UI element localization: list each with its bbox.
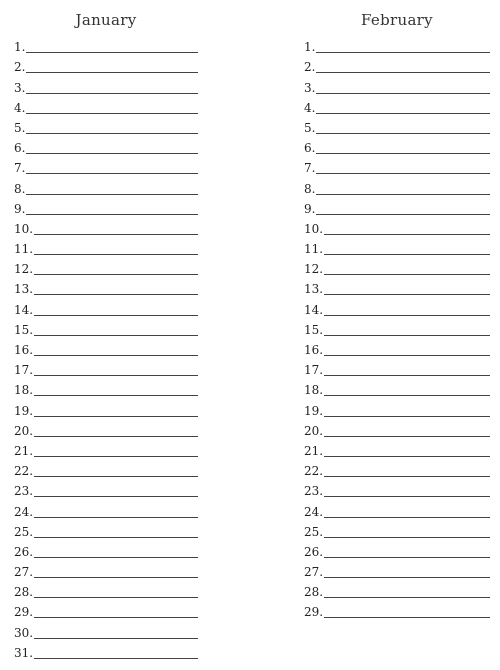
day-number: 31.	[14, 645, 34, 660]
writing-line	[34, 516, 198, 518]
day-entry-feb-28	[304, 580, 490, 600]
writing-line	[324, 394, 490, 396]
day-entry-feb-27	[304, 560, 490, 580]
day-number: 14.	[304, 302, 324, 317]
day-entry-jan-29	[14, 600, 198, 620]
day-number: 15.	[14, 322, 34, 337]
day-entry-jan-30	[14, 620, 198, 640]
writing-line	[34, 233, 198, 235]
writing-line	[34, 616, 198, 618]
writing-line	[324, 516, 490, 518]
day-entry-jan-17	[14, 358, 198, 378]
day-number: 12.	[304, 262, 324, 277]
writing-line	[324, 616, 490, 618]
day-entry-feb-2	[304, 55, 490, 75]
writing-line	[26, 172, 198, 174]
day-number: 19.	[14, 403, 34, 418]
day-entry-feb-16	[304, 338, 490, 358]
writing-line	[34, 657, 198, 659]
day-number: 18.	[14, 383, 34, 398]
day-number: 18.	[304, 383, 324, 398]
writing-line	[324, 435, 490, 437]
writing-line	[34, 314, 198, 316]
day-number: 2.	[14, 60, 26, 75]
writing-line	[34, 334, 198, 336]
writing-line	[324, 576, 490, 578]
day-number: 7.	[14, 161, 26, 176]
day-entry-feb-13	[304, 277, 490, 297]
writing-line	[34, 253, 198, 255]
day-number: 22.	[304, 464, 324, 479]
day-entry-jan-28	[14, 580, 198, 600]
day-number: 27.	[14, 565, 34, 580]
writing-line	[26, 193, 198, 195]
day-number: 20.	[14, 423, 34, 438]
day-entry-jan-14	[14, 297, 198, 317]
day-number: 2.	[304, 60, 316, 75]
day-entry-feb-12	[304, 257, 490, 277]
day-number: 1.	[14, 40, 26, 55]
day-number: 30.	[14, 625, 34, 640]
day-number: 23.	[14, 484, 34, 499]
day-number: 5.	[304, 120, 316, 135]
writing-line	[316, 132, 490, 134]
day-entry-feb-19	[304, 398, 490, 418]
day-number: 3.	[304, 80, 316, 95]
writing-line	[324, 415, 490, 417]
day-entry-jan-10	[14, 217, 198, 237]
day-number: 12.	[14, 262, 34, 277]
day-entry-jan-25	[14, 520, 198, 540]
day-entry-feb-8	[304, 176, 490, 196]
day-entry-feb-29	[304, 600, 490, 620]
day-entry-feb-26	[304, 540, 490, 560]
writing-line	[34, 273, 198, 275]
day-entry-feb-6	[304, 136, 490, 156]
day-number: 13.	[304, 282, 324, 297]
writing-line	[316, 193, 490, 195]
day-number: 6.	[14, 141, 26, 156]
day-number: 24.	[14, 504, 34, 519]
day-entry-jan-27	[14, 560, 198, 580]
writing-line	[316, 51, 490, 53]
day-entry-jan-18	[14, 378, 198, 398]
day-entry-feb-20	[304, 419, 490, 439]
writing-line	[34, 596, 198, 598]
day-number: 23.	[304, 484, 324, 499]
day-number: 25.	[304, 524, 324, 539]
day-number: 28.	[14, 585, 34, 600]
day-entry-jan-24	[14, 499, 198, 519]
day-number: 10.	[304, 221, 324, 236]
day-entry-jan-11	[14, 237, 198, 257]
writing-line	[34, 536, 198, 538]
day-number: 24.	[304, 504, 324, 519]
day-entry-jan-13	[14, 277, 198, 297]
day-entry-jan-9	[14, 197, 198, 217]
writing-line	[324, 475, 490, 477]
writing-line	[34, 637, 198, 639]
day-number: 16.	[14, 343, 34, 357]
writing-line	[324, 233, 490, 235]
day-number: 14.	[14, 302, 34, 317]
day-entry-jan-6	[14, 136, 198, 156]
day-entry-jan-21	[14, 439, 198, 459]
writing-line	[324, 253, 490, 255]
writing-line	[34, 455, 198, 457]
day-number: 10.	[14, 221, 34, 236]
writing-line	[26, 112, 198, 114]
writing-line	[34, 293, 198, 295]
day-number: 11.	[304, 242, 324, 257]
day-number: 4.	[304, 100, 316, 115]
day-entry-feb-9	[304, 197, 490, 217]
writing-line	[34, 394, 198, 396]
day-entry-feb-7	[304, 156, 490, 176]
day-number: 19.	[304, 403, 324, 418]
day-number: 25.	[14, 524, 34, 539]
day-number: 15.	[304, 322, 324, 337]
month-title-february: February	[361, 11, 433, 29]
writing-line	[324, 495, 490, 497]
day-number: 26.	[304, 544, 324, 559]
writing-line	[324, 354, 490, 356]
day-entry-feb-4	[304, 96, 490, 116]
writing-line	[26, 71, 198, 73]
day-entry-feb-5	[304, 116, 490, 136]
writing-line	[26, 132, 198, 134]
day-list-february	[304, 35, 490, 620]
writing-line	[324, 314, 490, 316]
writing-line	[316, 213, 490, 215]
writing-line	[26, 152, 198, 154]
writing-line	[324, 536, 490, 538]
day-number: 5.	[14, 120, 26, 135]
day-entry-feb-25	[304, 520, 490, 540]
month-column-february	[304, 10, 490, 620]
day-number: 8.	[304, 181, 316, 196]
writing-line	[26, 51, 198, 53]
day-entry-jan-3	[14, 75, 198, 95]
day-entry-jan-4	[14, 96, 198, 116]
writing-line	[324, 293, 490, 295]
day-number: 6.	[304, 141, 316, 156]
day-entry-feb-22	[304, 459, 490, 479]
writing-line	[34, 576, 198, 578]
writing-line	[34, 374, 198, 376]
day-number: 1.	[304, 40, 316, 55]
day-number: 29.	[14, 605, 34, 620]
writing-line	[324, 596, 490, 598]
day-entry-jan-23	[14, 479, 198, 499]
day-number: 11.	[14, 242, 34, 257]
day-number: 21.	[14, 443, 34, 458]
month-title-january: January	[75, 11, 137, 29]
day-entry-jan-5	[14, 116, 198, 136]
day-list-january	[14, 35, 198, 661]
day-entry-jan-16	[14, 338, 198, 358]
writing-line	[316, 112, 490, 114]
day-entry-jan-31	[14, 641, 198, 661]
day-entry-jan-1	[14, 35, 198, 55]
day-number: 9.	[14, 201, 26, 216]
day-entry-feb-3	[304, 75, 490, 95]
day-entry-feb-15	[304, 318, 490, 338]
writing-line	[316, 152, 490, 154]
month-column-january	[14, 10, 198, 661]
day-number: 28.	[304, 585, 324, 600]
day-entry-jan-20	[14, 419, 198, 439]
writing-line	[34, 475, 198, 477]
day-entry-jan-2	[14, 55, 198, 75]
day-number: 21.	[304, 443, 324, 458]
writing-line	[34, 415, 198, 417]
writing-line	[316, 92, 490, 94]
day-entry-feb-23	[304, 479, 490, 499]
day-number: 3.	[14, 80, 26, 95]
day-entry-feb-17	[304, 358, 490, 378]
day-number: 17.	[304, 363, 324, 378]
day-number: 9.	[304, 201, 316, 216]
day-entry-jan-22	[14, 459, 198, 479]
day-entry-feb-14	[304, 297, 490, 317]
writing-line	[316, 71, 490, 73]
writing-line	[34, 435, 198, 437]
writing-line	[34, 556, 198, 558]
day-number: 27.	[304, 565, 324, 580]
day-number: 22.	[14, 464, 34, 479]
day-number: 13.	[14, 282, 34, 297]
day-entry-jan-7	[14, 156, 198, 176]
day-entry-jan-26	[14, 540, 198, 560]
day-entry-jan-8	[14, 176, 198, 196]
writing-line	[324, 455, 490, 457]
day-entry-feb-10	[304, 217, 490, 237]
writing-line	[34, 495, 198, 497]
day-entry-feb-18	[304, 378, 490, 398]
day-entry-jan-19	[14, 398, 198, 418]
writing-line	[316, 172, 490, 174]
day-number: 16.	[304, 343, 324, 357]
writing-line	[324, 374, 490, 376]
day-number: 17.	[14, 363, 34, 378]
day-entry-feb-1	[304, 35, 490, 55]
writing-line	[324, 273, 490, 275]
writing-line	[34, 354, 198, 356]
day-entry-feb-24	[304, 499, 490, 519]
writing-line	[324, 334, 490, 336]
writing-line	[26, 92, 198, 94]
writing-line	[324, 556, 490, 558]
writing-line	[26, 213, 198, 215]
day-number: 29.	[304, 605, 324, 620]
day-number: 20.	[304, 423, 324, 438]
day-entry-jan-15	[14, 318, 198, 338]
day-entry-feb-11	[304, 237, 490, 257]
day-number: 4.	[14, 100, 26, 115]
day-entry-feb-21	[304, 439, 490, 459]
day-number: 26.	[14, 544, 34, 559]
day-number: 7.	[304, 161, 316, 176]
day-entry-jan-12	[14, 257, 198, 277]
day-number: 8.	[14, 181, 26, 196]
